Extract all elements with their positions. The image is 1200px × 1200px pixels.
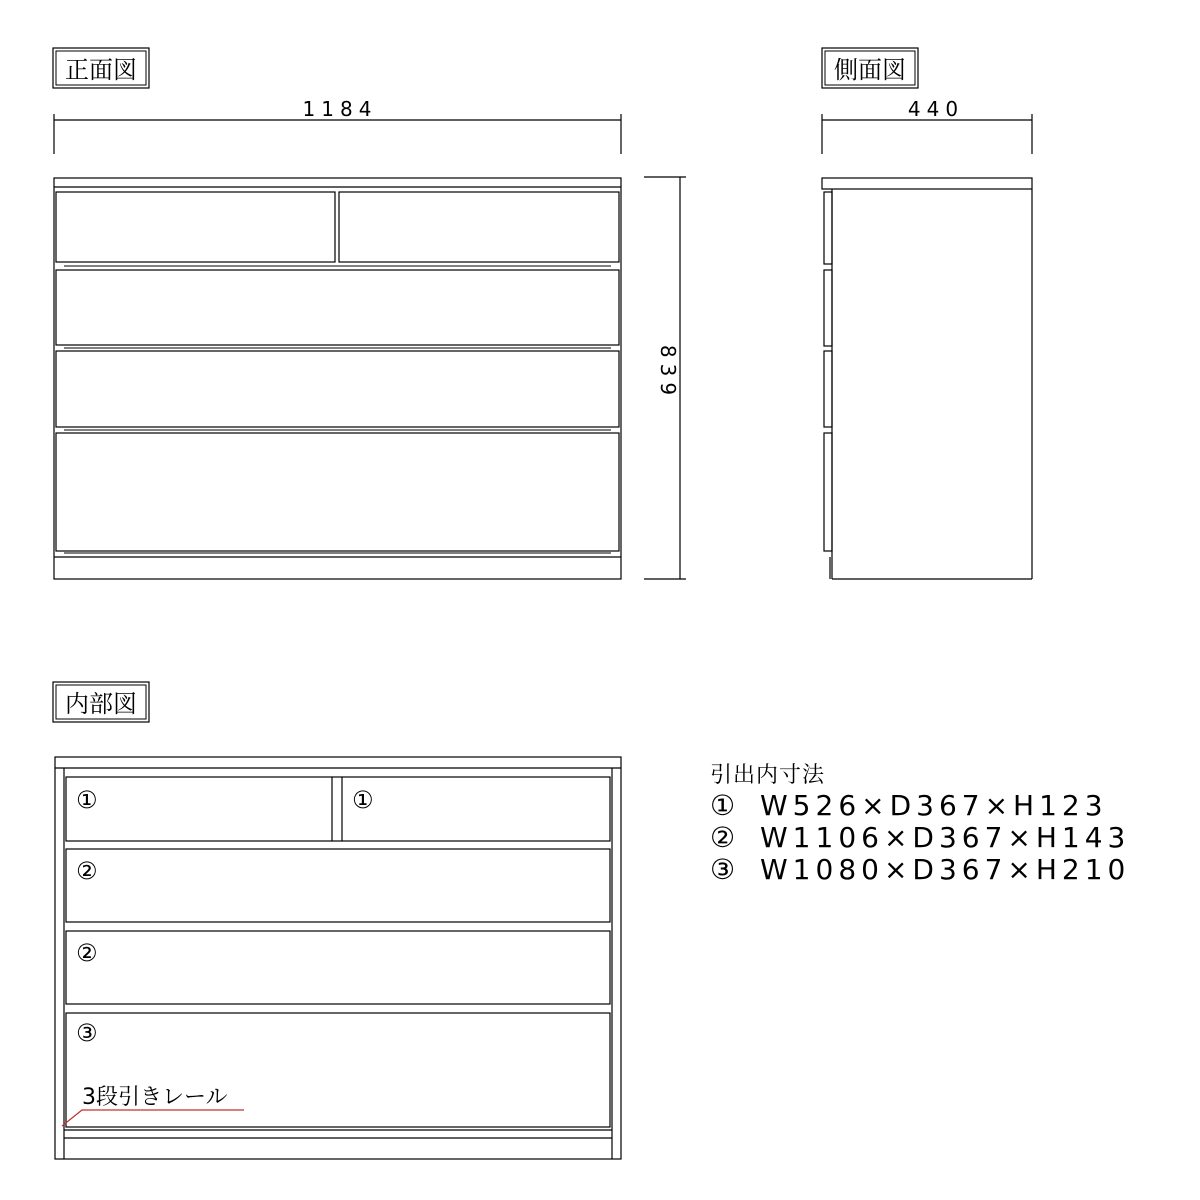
spec-row <box>710 854 1130 886</box>
height-dimension <box>644 177 686 579</box>
side-view <box>822 48 1032 579</box>
interior-drawer-mark: ① <box>352 786 374 814</box>
interior-view <box>53 682 621 1159</box>
front-view-label: 正面図 <box>65 56 137 84</box>
side-chest-outline <box>822 178 1032 579</box>
front-drawer-top-left <box>56 192 335 262</box>
interior-drawer-boxes <box>66 777 610 1127</box>
front-view-label-box <box>53 48 149 88</box>
rail-note: 3段引きレール <box>82 1085 228 1110</box>
drawer-inner-dimensions <box>710 762 1130 886</box>
rail-leader-line <box>62 1110 244 1126</box>
height-dimension-value: 839 <box>656 344 680 402</box>
side-view-label-box <box>822 48 918 88</box>
front-drawer-3 <box>56 351 619 427</box>
front-view <box>53 48 686 579</box>
spec-row-number: ① <box>710 789 736 822</box>
interior-view-label: 内部図 <box>65 690 137 718</box>
front-chest-outline <box>54 178 621 579</box>
side-view-label: 側面図 <box>834 56 906 84</box>
interior-drawer-mark: ② <box>76 939 98 967</box>
spec-row-dims: W1106×D367×H143 <box>760 821 1131 854</box>
spec-row-dims: W1080×D367×H210 <box>760 853 1131 886</box>
front-drawer-2 <box>56 270 619 345</box>
depth-dimension-value: 440 <box>907 97 965 121</box>
width-dimension-value: 1184 <box>302 97 378 121</box>
depth-dimension <box>822 97 1032 154</box>
spec-row <box>710 790 1130 822</box>
front-drawer-top-right <box>339 192 619 262</box>
interior-drawer-mark: ③ <box>76 1019 98 1047</box>
front-gap-lines <box>64 266 611 553</box>
spec-row-number: ② <box>710 821 736 854</box>
spec-row-number: ③ <box>710 853 736 886</box>
spec-title: 引出内寸法 <box>710 763 826 788</box>
spec-row-dims: W526×D367×H123 <box>760 789 1108 822</box>
spec-row <box>710 822 1130 854</box>
front-drawer-4 <box>56 433 619 551</box>
interior-drawer-mark: ② <box>76 857 98 885</box>
interior-view-label-box <box>53 682 149 722</box>
interior-drawer-mark: ① <box>76 786 98 814</box>
width-dimension <box>54 97 621 154</box>
